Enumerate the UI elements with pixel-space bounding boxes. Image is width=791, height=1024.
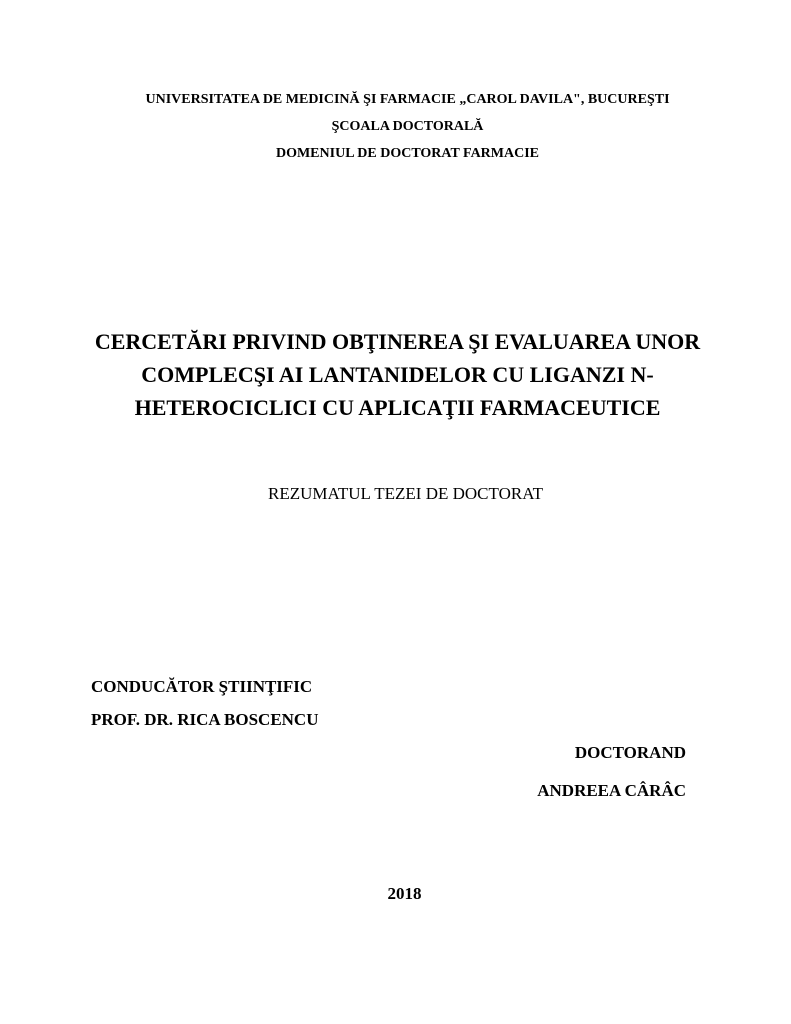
supervisor-label: CONDUCĂTOR ŞTIINŢIFIC [91,677,313,696]
candidate-name: ANDREEA CÂRÂC [537,781,686,800]
candidate-label: DOCTORAND [574,743,686,762]
thesis-title-line-3: HETEROCICLICI CU APLICAŢII FARMACEUTICE [134,395,661,420]
thesis-title-line-1: CERCETĂRI PRIVIND OBŢINEREA ŞI EVALUAREA UNOR [94,329,701,354]
university-name: UNIVERSITATEA DE MEDICINĂ ŞI FARMACIE „CAROL DAVILA", BUCUREŞTI [145,92,670,107]
thesis-title-line-2: COMPLECŞI AI LANTANIDELOR CU LIGANZI N- [141,362,654,387]
supervisor-name: PROF. DR. RICA BOSCENCU [91,710,319,729]
doctoral-school: ŞCOALA DOCTORALĂ [331,119,484,134]
doctoral-domain: DOMENIUL DE DOCTORAT FARMACIE [275,146,540,161]
publication-year: 2018 [387,884,422,903]
document-subtitle: REZUMATUL TEZEI DE DOCTORAT [268,484,543,503]
